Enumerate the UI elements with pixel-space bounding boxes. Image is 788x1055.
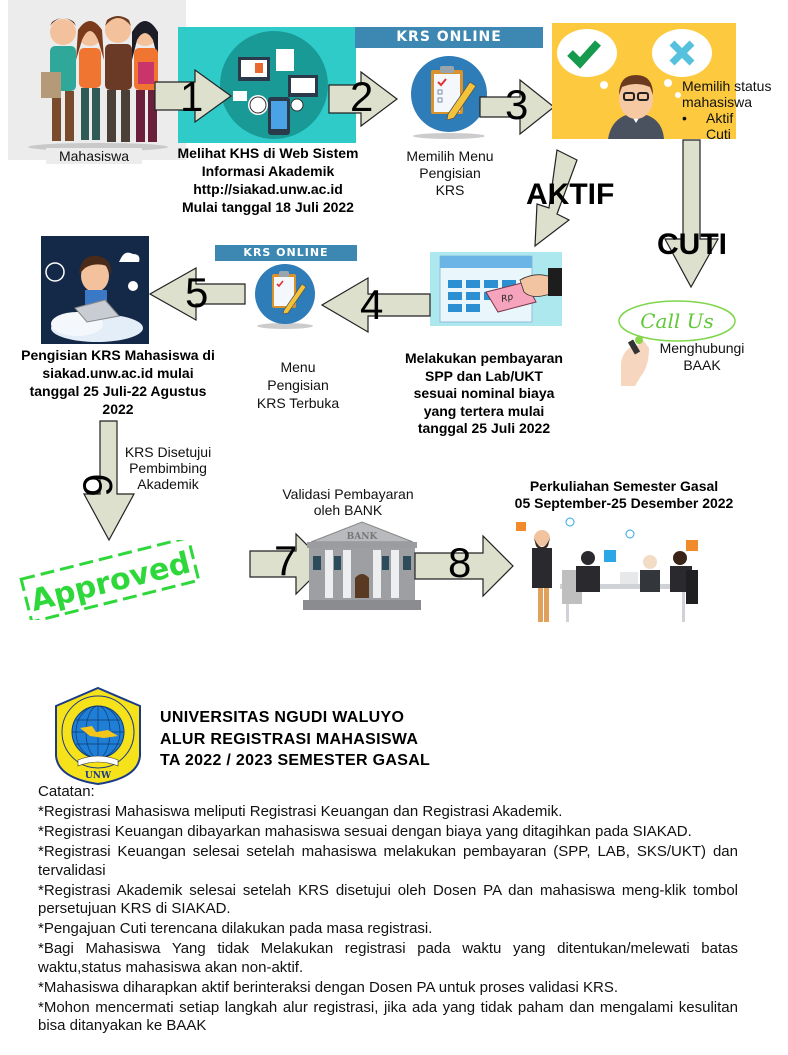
step-3-number: 3 bbox=[505, 81, 529, 128]
logo-text: UNW bbox=[84, 771, 112, 781]
branch-aktif-label: AKTIF bbox=[526, 178, 615, 211]
approved-stamp-icon bbox=[14, 540, 204, 620]
step-6-number: 6 bbox=[74, 473, 122, 497]
step-8-number: 8 bbox=[448, 539, 472, 586]
notes-section bbox=[38, 783, 738, 1037]
unw-logo-icon bbox=[48, 686, 148, 786]
lecture-meeting-image bbox=[510, 516, 700, 624]
krs-online-banner: KRS ONLINE bbox=[355, 27, 543, 48]
krs-clipboard-image-2 bbox=[252, 262, 318, 330]
krs-filling-image bbox=[41, 236, 149, 344]
notes-title: Catatan: bbox=[38, 783, 95, 800]
call-us-text: Call Us bbox=[640, 309, 714, 333]
note-item: *Registrasi Akademik selesai setelah KRS disetujui oleh Dosen PA dan mahasiswa meng-klik tombol persetujuan KRS di SIAKAD. bbox=[38, 881, 738, 917]
team-meeting-icon bbox=[510, 516, 700, 624]
approved-stamp bbox=[14, 540, 204, 620]
bank-sign-text: BANK bbox=[346, 532, 378, 542]
step-4-number: 4 bbox=[360, 281, 384, 328]
note-item: *Registrasi Keuangan dibayarkan mahasiswa sesuai dengan biaya yang ditagihkan pada SIAKAD. bbox=[38, 823, 692, 840]
payment-image bbox=[430, 252, 562, 326]
step-6-caption: KRS Disetujui Pembimbing Akademik bbox=[124, 444, 212, 492]
step-4-caption: Melakukan pembayaran SPP dan Lab/UKT sesuai nominal biaya yang tertera mulai tanggal 25 Juli 2022 bbox=[405, 350, 563, 436]
step-5-caption: Pengisian KRS Mahasiswa di siakad.unw.ac.id mulai tanggal 25 Juli-22 Agustus 2022 bbox=[21, 347, 215, 417]
calendar-money-icon bbox=[430, 252, 562, 326]
step-7-number: 7 bbox=[274, 537, 298, 584]
step-3-caption: Memilih status mahasiswa • Aktif Cuti bbox=[682, 78, 788, 142]
header-title: ALUR REGISTRASI MAHASISWA bbox=[160, 731, 419, 748]
step-2-caption: Memilih Menu Pengisian KRS bbox=[406, 148, 494, 198]
bullet-icon: • bbox=[682, 110, 687, 126]
student-laptop-icon bbox=[41, 236, 149, 344]
step-5-number: 5 bbox=[185, 269, 209, 316]
university-logo bbox=[48, 686, 148, 786]
step-7-caption: Validasi Pembayaran oleh BANK bbox=[282, 486, 414, 518]
header-term: TA 2022 / 2023 SEMESTER GASAL bbox=[160, 752, 431, 769]
krs-open-caption: Menu Pengisian KRS Terbuka bbox=[256, 359, 340, 411]
step-2-number: 2 bbox=[350, 73, 374, 120]
note-item: *Mohon mencermati setiap langkah alur registrasi, jika ada yang tidak paham dan mengalami kesulitan bisa ditanyakan ke BAAK bbox=[38, 998, 738, 1034]
note-item: *Mahasiswa diharapkan aktif berinteraksi dengan Dosen PA untuk proses validasi KRS. bbox=[38, 978, 619, 996]
krs-online-banner-2: KRS ONLINE bbox=[215, 245, 357, 261]
bank-building-icon bbox=[303, 520, 421, 610]
note-item: *Bagi Mahasiswa Yang tidak Melakukan registrasi pada waktu yang ditentukan/melewati batas waktu,status mahasiswa akan non-aktif. bbox=[38, 940, 738, 976]
rupiah-text: Rp bbox=[500, 292, 515, 305]
step-1-number: 1 bbox=[180, 73, 204, 120]
status-option-aktif: • Aktif bbox=[682, 110, 734, 126]
header-university: UNIVERSITAS NGUDI WALUYO bbox=[160, 709, 405, 726]
arrow-cuti-branch bbox=[664, 139, 724, 291]
cuti-caption: Menghubungi BAAK bbox=[659, 340, 745, 373]
clipboard-pencil-icon bbox=[252, 262, 318, 330]
note-item: *Pengajuan Cuti terencana dilakukan pada masa registrasi. bbox=[38, 920, 433, 937]
note-item: *Registrasi Mahasiswa meliputi Registrasi Keuangan dan Registrasi Akademik. bbox=[38, 803, 563, 820]
start-label: Mahasiswa bbox=[46, 148, 142, 164]
status-option-cuti: Cuti bbox=[706, 126, 731, 142]
step-1-caption: Melihat KHS di Web Sistem Informasi Akademik http://siakad.unw.ac.id Mulai tanggal 18 Juli 2022 bbox=[177, 145, 359, 215]
note-item: *Registrasi Keuangan selesai setelah mahasiswa melakukan pembayaran (SPP, LAB, SKS/UKT) dan tervalidasi bbox=[38, 843, 738, 879]
branch-cuti-label: CUTI bbox=[657, 228, 727, 261]
approved-text: Approved bbox=[27, 545, 194, 619]
step-8-caption: Perkuliahan Semester Gasal 05 September-25 Desember 2022 bbox=[514, 478, 734, 511]
bank-image bbox=[303, 520, 421, 610]
